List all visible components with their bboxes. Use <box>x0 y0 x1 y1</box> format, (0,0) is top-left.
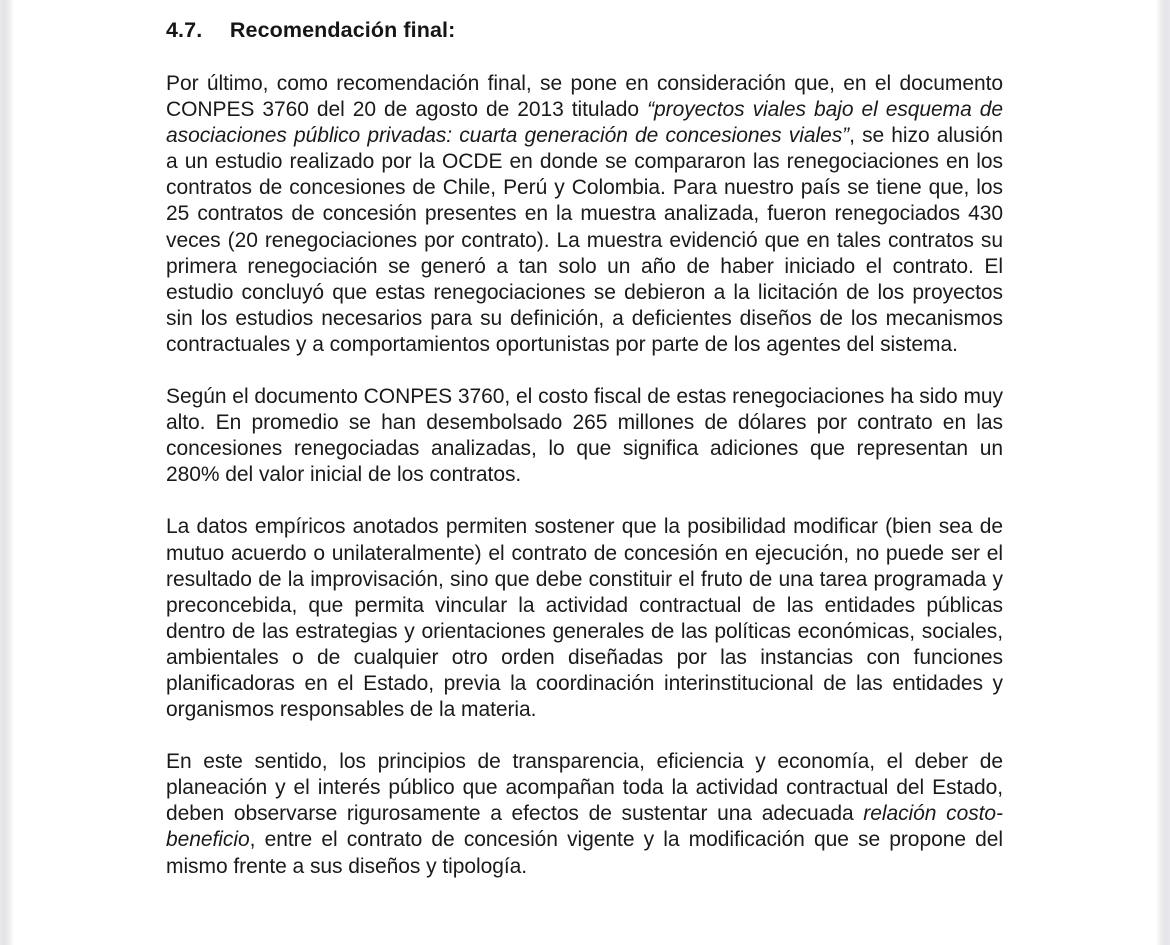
document-page <box>14 0 1156 945</box>
paragraph-datos-empiricos <box>166 514 1003 723</box>
paragraph-costo-fiscal <box>166 384 1003 488</box>
page-gutter-left <box>0 0 14 945</box>
text-run-italic: “proyectos viales bajo el esquema de asociaciones público privadas: cuarta generación de concesiones viales” <box>166 98 1003 148</box>
text-run: , se hizo alusión a un estudio realizado por la OCDE en donde se compararon las renegociaciones en los contratos de concesiones de Chile, Perú y Colombia. Para nuestro país se tiene que, los 25 contratos de concesión presentes en la muestra analizada, fueron renegociados 430 veces (20 renegociaciones por contrato). La muestra evidenció que en tales contratos su primera renegociación se generó a tan solo un año de haber iniciado el contrato. El estudio concluyó que estas renegociaciones se debieron a la licitación de los proyectos sin los estudios necesarios para su definición, a deficientes diseños de los mecanismos contractuales y a comportamientos oportunistas por parte de los agentes del sistema. <box>166 124 1003 356</box>
paragraph-conpes-ocde <box>166 71 1003 358</box>
text-run-italic: relación costo-beneficio <box>166 802 1004 852</box>
page-gutter-right <box>1156 0 1170 945</box>
text-run: En este sentido, los principios de transparencia, eficiencia y economía, el deber de planeación y el interés público que acompañan toda la actividad contractual del Estado, deben observarse rigurosamente a efectos de sustentar una adecuada <box>166 750 1003 826</box>
text-run: La datos empíricos anotados permiten sostener que la posibilidad modificar (bien sea de mutuo acuerdo o unilateralmente) el contrato de concesión en ejecución, no puede ser el resultado de la improvisación, sino que debe constituir el fruto de una tarea programada y preconcebida, que permita vincular la actividad contractual de las entidades públicas dentro de las estrategias y orientaciones generales de las políticas económicas, sociales, ambientales o de cualquier otro orden diseñadas por las instancias con funciones planificadoras en el Estado, previa la coordinación interinstitucional de las entidades y organismos responsables de la materia. <box>166 515 1003 722</box>
paragraph-principios <box>166 749 1003 879</box>
text-run: Por último, como recomendación final, se pone en consideración que, en el documento CONPES 3760 del 20 de agosto de 2013 titulado <box>166 72 1003 122</box>
page-text-column <box>166 0 1003 880</box>
text-run: Según el documento CONPES 3760, el costo fiscal de estas renegociaciones ha sido muy alto. En promedio se han desembolsado 265 millones de dólares por contrato en las concesiones renegociadas analizadas, lo que significa adiciones que representan un 280% del valor inicial de los contratos. <box>166 385 1003 487</box>
section-heading: 4.7. Recomendación final: <box>166 18 456 42</box>
text-run: , entre el contrato de concesión vigente y la modificación que se propone del mismo frente a sus diseños y tipología. <box>166 828 1003 878</box>
